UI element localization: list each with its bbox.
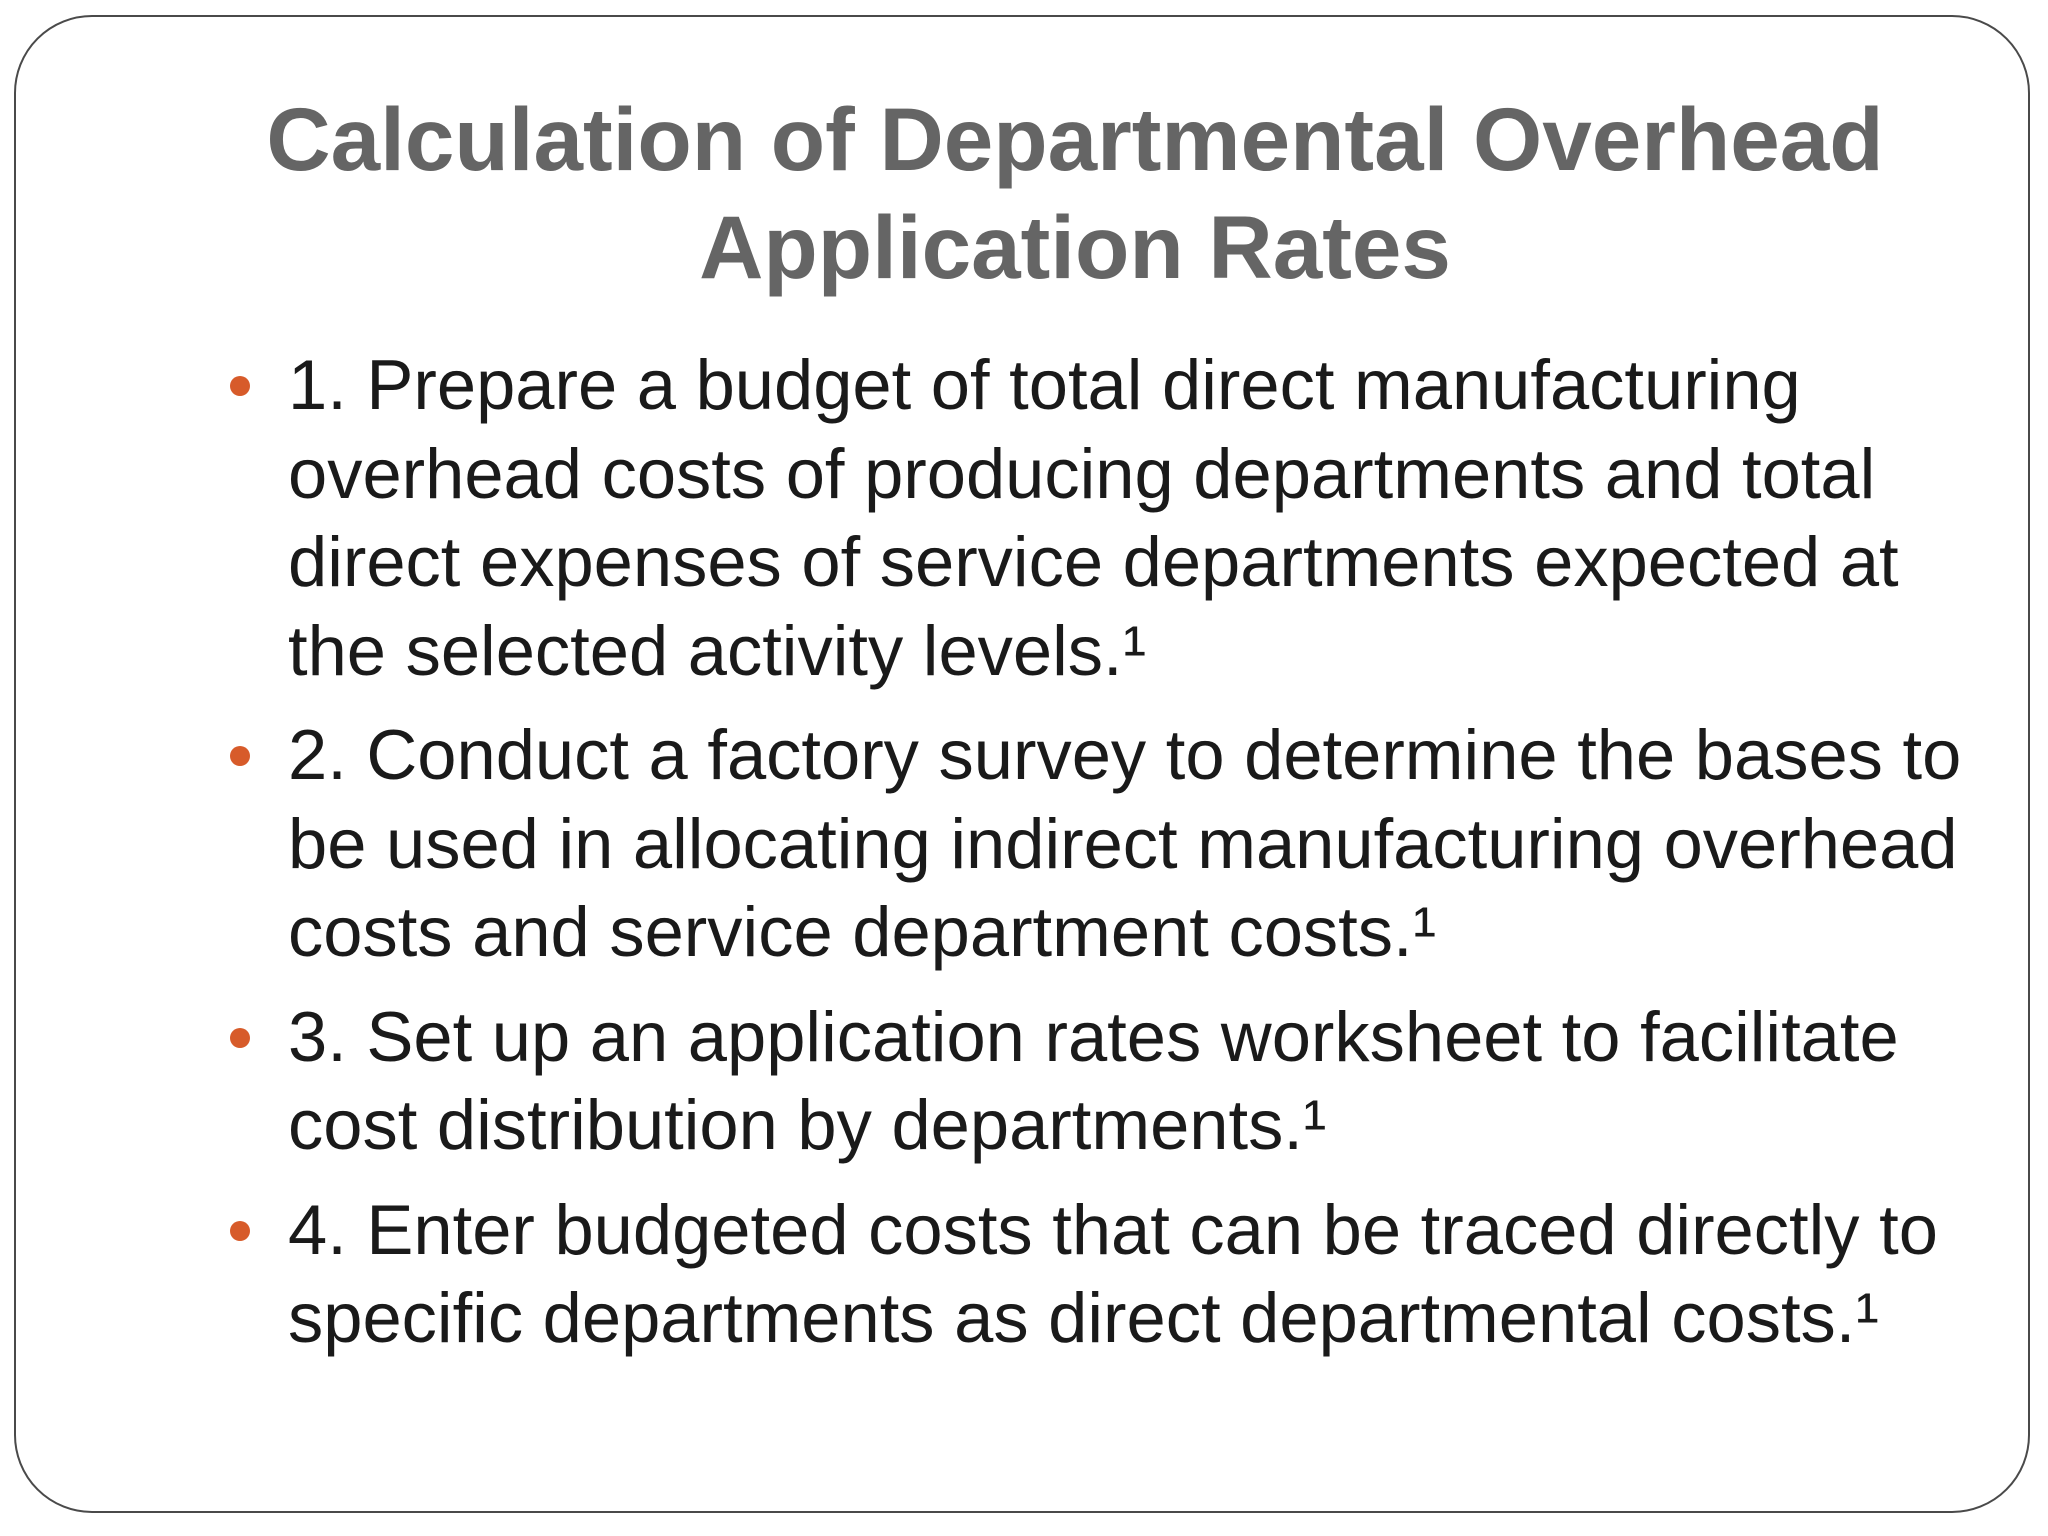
bullet-list <box>215 341 1965 1379</box>
bullet-item <box>215 341 1965 695</box>
bullet-dot-icon <box>230 1221 250 1241</box>
bullet-dot-icon <box>230 746 250 766</box>
bullet-text: 2. Conduct a factory survey to determine the bases to be used in allocating indirect manufacturing overhead costs and service department costs.¹ <box>288 715 1962 971</box>
bullet-text: 4. Enter budgeted costs that can be traced directly to specific departments as direct departmental costs.¹ <box>288 1189 1938 1357</box>
bullet-item <box>215 711 1965 977</box>
bullet-item <box>215 993 1965 1170</box>
bullet-item <box>215 1186 1965 1363</box>
bullet-text: 1. Prepare a budget of total direct manufacturing overhead costs of producing departments and total direct expenses of service departments expected at the selected activity levels.¹ <box>288 345 1899 690</box>
bullet-dot-icon <box>230 1028 250 1048</box>
bullet-dot-icon <box>230 376 250 396</box>
bullet-text: 3. Set up an application rates worksheet to facilitate cost distribution by departments.¹ <box>288 996 1899 1164</box>
slide-title: Calculation of Departmental Overhead Application Rates <box>266 89 1884 297</box>
